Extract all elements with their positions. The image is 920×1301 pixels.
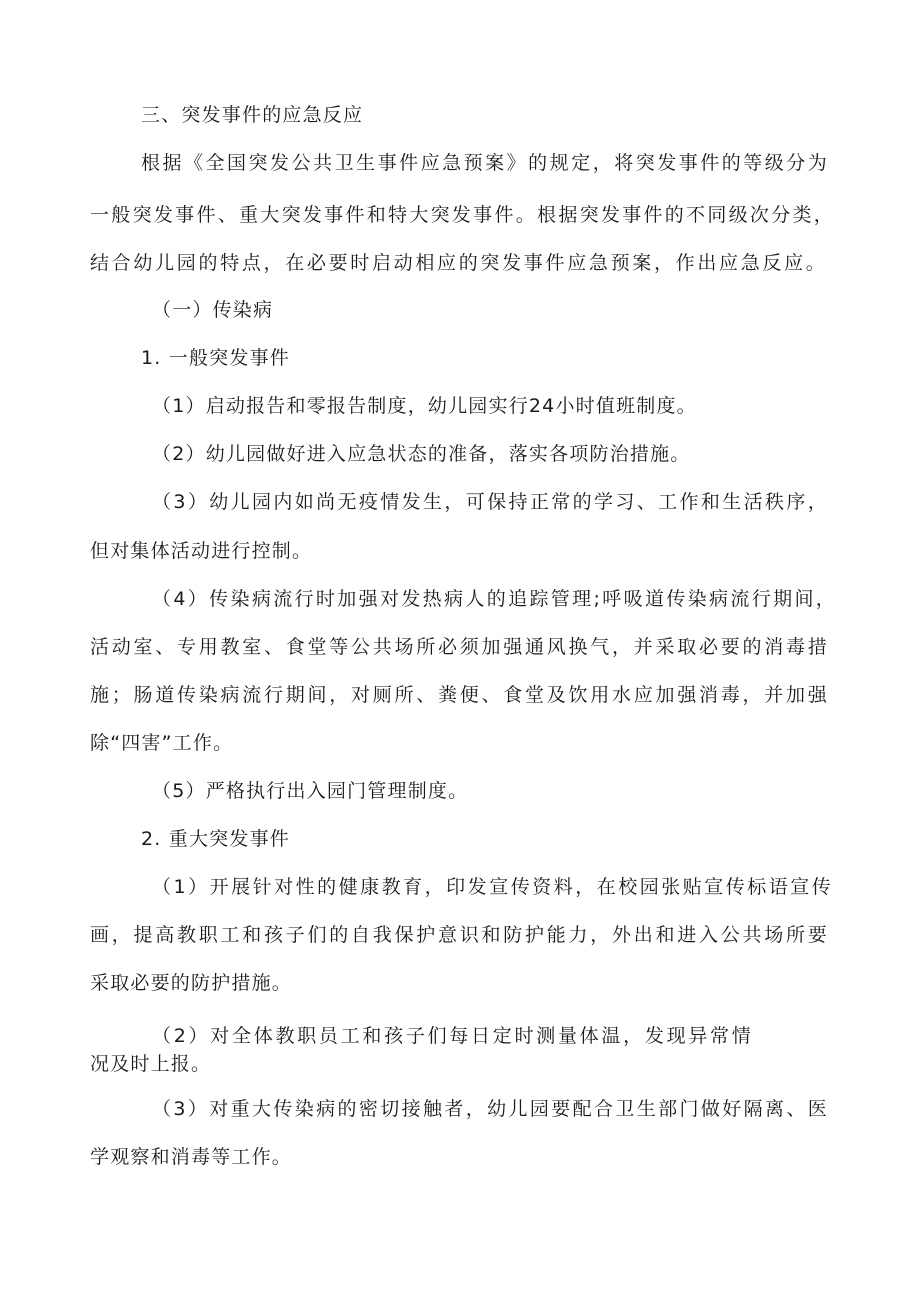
paragraph-line: 一般突发事件、重大突发事件和特大突发事件。根据突发事件的不同级次分类， — [90, 204, 834, 226]
paragraph-line: 学观察和消毒等工作。 — [90, 1146, 293, 1168]
paragraph-line: （2）对全体教职员工和孩子们每日定时测量体温，发现异常情 — [152, 1025, 752, 1047]
paragraph-line: 结合幼儿园的特点，在必要时启动相应的突发事件应急预案，作出应急反应。 — [90, 252, 826, 274]
paragraph-line: 根据《全国突发公共卫生事件应急预案》的规定，将突发事件的等级分为 — [141, 152, 828, 174]
paragraph-line: （3）幼儿园内如尚无疫情发生，可保持正常的学习、工作和生活秩序， — [152, 491, 828, 513]
paragraph-line: 采取必要的防护措施。 — [90, 972, 293, 994]
paragraph-line: 活动室、专用教室、食堂等公共场所必须加强通风换气，并采取必要的消毒措 — [90, 636, 828, 658]
paragraph-line: （4）传染病流行时加强对发热病人的追踪管理;呼吸道传染病流行期间， — [152, 588, 836, 610]
paragraph-line: （1）开展针对性的健康教育，印发宣传资料，在校园张贴宣传标语宣传 — [152, 876, 832, 898]
paragraph-line: 画，提高教职工和孩子们的自我保护意识和防护能力，外出和进入公共场所要 — [90, 924, 828, 946]
item-heading: 2. 重大突发事件 — [141, 828, 290, 850]
paragraph-line: 施；肠道传染病流行期间，对厕所、粪便、食堂及饮用水应加强消毒，并加强 — [90, 684, 828, 706]
item-heading: 1. 一般突发事件 — [141, 347, 290, 369]
paragraph-line: （1）启动报告和零报告制度，幼儿园实行24小时值班制度。 — [152, 395, 697, 417]
paragraph-line: 况及时上报。 — [90, 1053, 212, 1075]
paragraph-line: （5）严格执行出入园门管理制度。 — [152, 780, 469, 802]
subsection-heading: （一）传染病 — [152, 299, 274, 321]
section-heading: 三、突发事件的应急反应 — [141, 104, 364, 126]
paragraph-line: 但对集体活动进行控制。 — [90, 540, 313, 562]
paragraph-line: （2）幼儿园做好进入应急状态的准备，落实各项防治措施。 — [152, 443, 691, 465]
paragraph-line: （3）对重大传染病的密切接触者，幼儿园要配合卫生部门做好隔离、医 — [152, 1098, 828, 1120]
paragraph-line: 除“四害”工作。 — [90, 732, 234, 754]
